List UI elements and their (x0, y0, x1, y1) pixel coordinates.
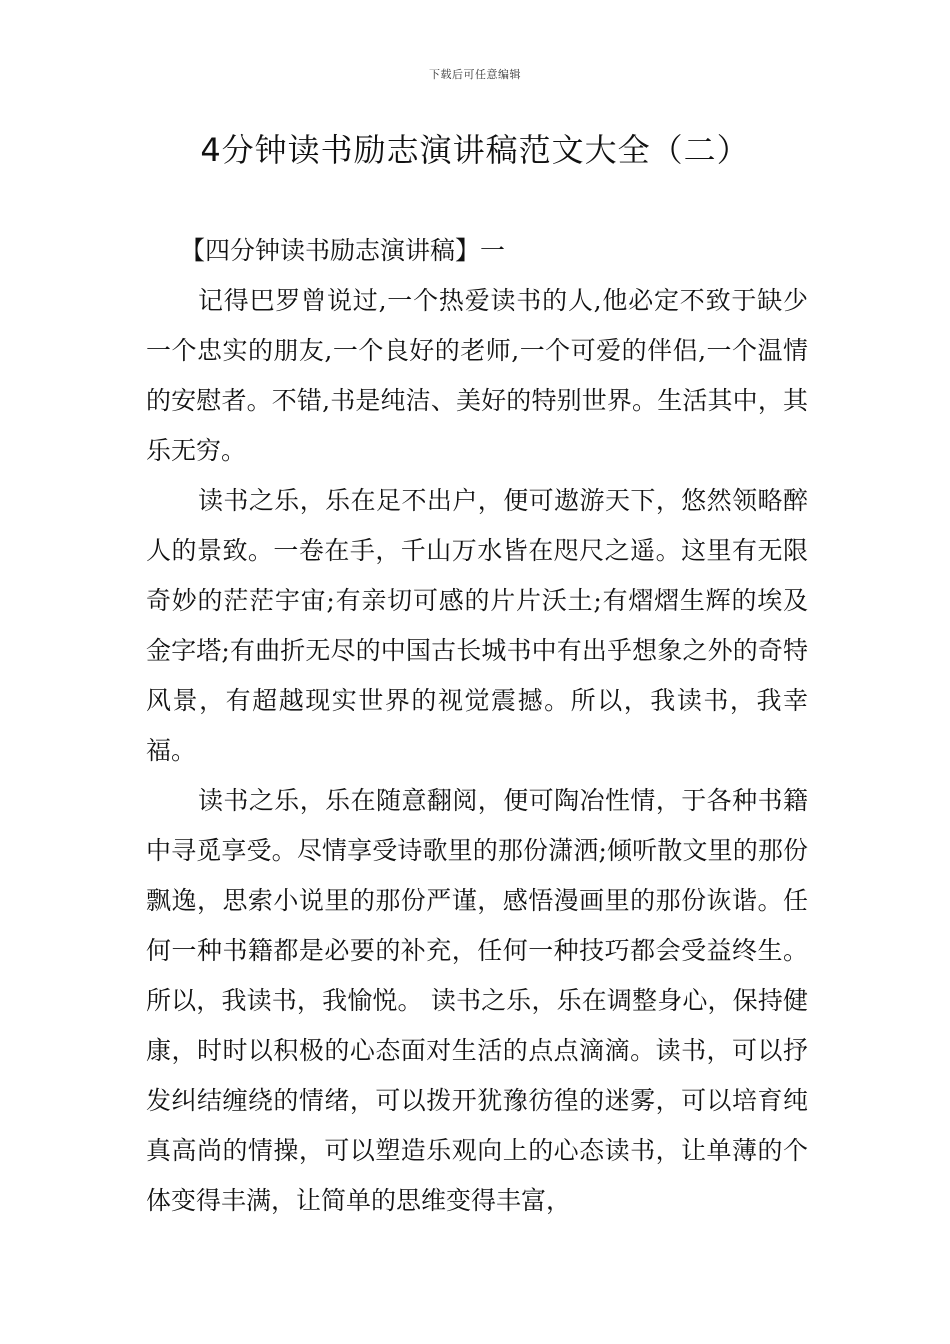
section-heading: 【四分钟读书励志演讲稿】一 (180, 236, 506, 265)
paragraph-3: 读书之乐，乐在随意翻阅，便可陶冶性情，于各种书籍中寻觅享受。尽情享受诗歌里的那份潇洒;倾听散文里的那份飘逸，思索小说里的那份严谨，感悟漫画里的那份诙谐。任何一种书籍都是必要的补充，任何一种技巧都会受益终生。所以，我读书，我愉悦。 读书之乐，乐在调整身心，保持健康，时时以积极的心态面对生活的点点滴滴。读书，可以抒发纠结缠绕的情绪，可以拨开犹豫彷徨的迷雾，可以培育纯真高尚的情操，可以塑造乐观向上的心态读书，让单薄的个体变得丰满，让简单的思维变得丰富， (146, 786, 808, 1215)
document-body (146, 226, 808, 1226)
paragraph-2: 读书之乐，乐在足不出户，便可遨游天下，悠然领略醉人的景致。一卷在手，千山万水皆在咫尺之遥。这里有无限奇妙的茫茫宇宙;有亲切可感的片片沃土;有熠熠生辉的埃及金字塔;有曲折无尽的中国古长城书中有出乎想象之外的奇特风景，有超越现实世界的视觉震撼。所以，我读书，我幸福。 (146, 486, 808, 765)
header-note: 下载后可任意编辑 (429, 68, 521, 81)
paragraph-1: 记得巴罗曾说过,一个热爱读书的人,他必定不致于缺少一个忠实的朋友,一个良好的老师,一个可爱的伴侣,一个温情的安慰者。不错,书是纯洁、美好的特别世界。生活其中，其乐无穷。 (146, 286, 808, 465)
document-title: 4分钟读书励志演讲稿范文大全（二） (200, 131, 750, 169)
